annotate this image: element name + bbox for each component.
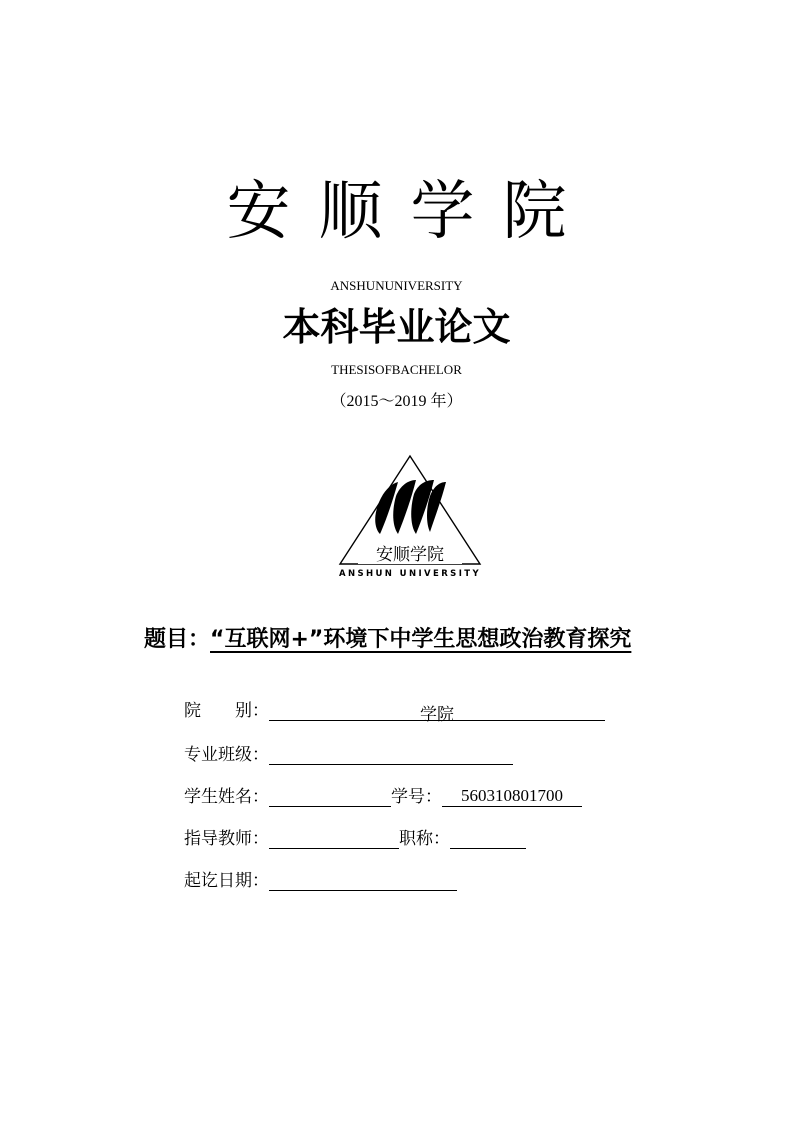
advisor-field (269, 828, 399, 849)
advisor-label: 指导教师： (184, 829, 269, 849)
date-label: 起讫日期： (184, 871, 269, 891)
thesis-title-row (144, 622, 631, 653)
thesis-title: “互联网+”环境下中学生思想政治教育探究 (210, 627, 632, 652)
major-field (269, 744, 513, 765)
major-label: 专业班级： (184, 745, 269, 765)
date-field (269, 870, 457, 891)
college-label: 院 别： (184, 701, 269, 721)
student-name-label: 学生姓名： (184, 787, 269, 807)
advisor-row (184, 824, 526, 850)
student-id-field: 560310801700 (442, 786, 582, 807)
emblem-text-cn: 安顺学院 (376, 545, 444, 565)
title-label: 题目： (144, 627, 211, 652)
student-name-field (269, 786, 391, 807)
date-row (184, 866, 457, 892)
emblem-text-en: ANSHUN UNIVERSITY (338, 569, 482, 579)
anshun-university-emblem-icon (336, 452, 484, 580)
thesis-years: （2015～2019 年） (330, 393, 463, 410)
rank-label: 职称： (399, 829, 450, 849)
college-field: 学院 (269, 700, 605, 721)
college-row (184, 696, 605, 722)
thesis-type-cn: 本科毕业论文 (282, 305, 511, 349)
student-row (184, 782, 582, 808)
rank-field (450, 828, 526, 849)
school-name-cn: 安顺学院 (226, 175, 595, 249)
major-row (184, 740, 513, 766)
thesis-type-en: THESISOFBACHELOR (331, 362, 462, 377)
school-name-en: ANSHUNUNIVERSITY (330, 278, 463, 293)
student-id-label: 学号： (391, 787, 442, 807)
